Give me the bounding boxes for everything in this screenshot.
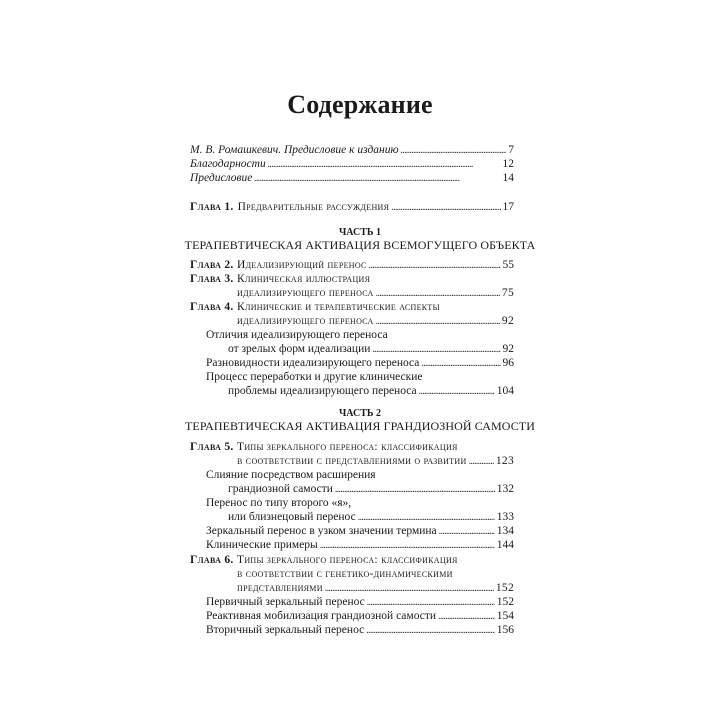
chapter-title-line[interactable]: Клиническая иллюстрация — [237, 273, 371, 285]
chapter-title-line: представлениями — [237, 582, 323, 594]
section-title: Зеркальный перенос в узком значении термина — [206, 525, 437, 537]
section-title-line[interactable]: Перенос по типу второго «я», — [206, 497, 352, 509]
toc-entry-chapter-5[interactable] — [237, 454, 514, 469]
chapter-label: Глава 6. — [190, 554, 234, 566]
toc-entry-chapter-6[interactable] — [237, 581, 514, 596]
section-title-line: грандиозной самости — [228, 483, 333, 495]
leader-dots — [268, 157, 501, 172]
chapter-label: Глава 1. — [190, 201, 234, 213]
chapter-title-line: идеализирующего переноса — [237, 287, 374, 299]
leader-dots — [419, 384, 495, 399]
page-title: Содержание — [287, 90, 433, 119]
section-title-line: от зрелых форм идеализации — [228, 343, 371, 355]
toc-entry-chapter-4[interactable] — [237, 314, 514, 329]
toc-entry-label: Благодарности — [190, 158, 266, 170]
toc-entry-chapter-3[interactable] — [237, 286, 514, 301]
leader-dots — [421, 356, 500, 371]
toc-entry-section[interactable] — [206, 609, 514, 624]
toc-page-number: 55 — [502, 259, 514, 271]
leader-dots — [335, 482, 495, 497]
chapter-title-line: в соответствии с представлениями о развитии — [237, 455, 467, 467]
chapter-label: Глава 2. — [190, 259, 234, 271]
toc-page-number: 7 — [508, 144, 514, 156]
chapter-label: Глава 4. — [190, 301, 234, 313]
leader-dots — [358, 510, 495, 525]
leader-dots — [401, 143, 507, 158]
leader-dots — [366, 623, 495, 638]
toc-page-number: 133 — [496, 511, 514, 523]
toc-page-number: 134 — [496, 525, 514, 537]
toc-page-number: 123 — [495, 455, 514, 467]
leader-dots — [469, 454, 494, 469]
chapter-title-line[interactable]: Типы зеркального переноса: классификация — [237, 441, 458, 453]
chapter-title-line: идеализирующего переноса — [237, 315, 374, 327]
toc-entry-preface[interactable] — [190, 171, 514, 186]
toc-entry-acknowledgements[interactable] — [190, 157, 514, 172]
section-title: Разновидности идеализирующего переноса — [206, 357, 420, 369]
toc-page-number: 14 — [502, 172, 514, 184]
section-title-line[interactable]: Процесс переработки и другие клинические — [206, 371, 423, 383]
chapter-title-line[interactable]: Типы зеркального переноса: классификация — [237, 554, 458, 566]
leader-dots — [438, 609, 495, 624]
section-title-line[interactable]: Отличия идеализирующего переноса — [206, 329, 388, 341]
leader-dots — [367, 595, 495, 610]
toc-page-number: 152 — [496, 596, 514, 608]
toc-page-number: 92 — [502, 343, 514, 355]
toc-page-number: 104 — [496, 385, 514, 397]
section-title: Реактивная мобилизация грандиозной самости — [206, 610, 437, 622]
toc-page-number: 17 — [502, 201, 514, 213]
section-title: Вторичный зеркальный перенос — [206, 624, 365, 636]
chapter-title-line[interactable]: Клинические и терапевтические аспекты — [237, 301, 440, 313]
toc-entry-chapter-1[interactable] — [190, 200, 514, 215]
section-title-line[interactable]: Слияние посредством расширения — [206, 469, 376, 481]
toc-entry-section[interactable] — [228, 384, 514, 399]
toc-entry-section[interactable] — [228, 510, 514, 525]
chapter-title: Предварительные рассуждения — [237, 201, 390, 213]
toc-entry-chapter-2[interactable] — [190, 258, 514, 273]
toc-page-number: 12 — [502, 158, 514, 170]
chapter-title-line[interactable]: в соответствии с генетико-динамическими — [237, 568, 453, 580]
section-title-line: или близнецовый перенос — [228, 511, 356, 523]
chapter-title: Идеализирующий перенос — [237, 259, 367, 271]
toc-entry-label: Предисловие — [190, 172, 253, 184]
toc-page-number: 144 — [496, 539, 514, 551]
toc-page-number: 75 — [501, 287, 514, 299]
leader-dots — [325, 581, 494, 596]
toc-entry-section[interactable] — [206, 538, 514, 553]
part-2-number: ЧАСТЬ 2 — [338, 408, 382, 419]
toc-entry-section[interactable] — [206, 356, 514, 371]
toc-page-number: 154 — [496, 610, 514, 622]
toc-page-number: 92 — [501, 315, 514, 327]
part-2-title: ТЕРАПЕВТИЧЕСКАЯ АКТИВАЦИЯ ГРАНДИОЗНОЙ САМОСТИ — [184, 419, 535, 433]
toc-entry-section[interactable] — [206, 595, 514, 610]
chapter-label: Глава 3. — [190, 273, 234, 285]
leader-dots — [254, 171, 500, 186]
leader-dots — [376, 314, 500, 329]
toc-entry-section[interactable] — [228, 482, 514, 497]
section-title-line: проблемы идеализирующего переноса — [228, 385, 417, 397]
leader-dots — [369, 258, 501, 273]
toc-entry-section[interactable] — [206, 524, 514, 539]
toc-page-number: 96 — [502, 357, 514, 369]
toc-page-number: 152 — [495, 582, 514, 594]
leader-dots — [391, 200, 500, 215]
section-title: Первичный зеркальный перенос — [206, 596, 365, 608]
leader-dots — [320, 538, 495, 553]
leader-dots — [372, 342, 500, 357]
leader-dots — [439, 524, 495, 539]
toc-entry-label: М. В. Ромашкевич. Предисловие к изданию — [190, 144, 399, 156]
toc-entry-preface-romashkevich[interactable] — [190, 143, 514, 158]
toc-entry-section[interactable] — [206, 623, 514, 638]
part-1-title: ТЕРАПЕВТИЧЕСКАЯ АКТИВАЦИЯ ВСЕМОГУЩЕГО ОБЪЕКТА — [184, 238, 536, 252]
part-1-number: ЧАСТЬ 1 — [338, 227, 382, 238]
chapter-label: Глава 5. — [190, 441, 234, 453]
section-title: Клинические примеры — [206, 539, 318, 551]
toc-page-number: 156 — [496, 624, 514, 636]
toc-entry-section[interactable] — [228, 342, 514, 357]
leader-dots — [376, 286, 500, 301]
toc-page-number: 132 — [496, 483, 514, 495]
